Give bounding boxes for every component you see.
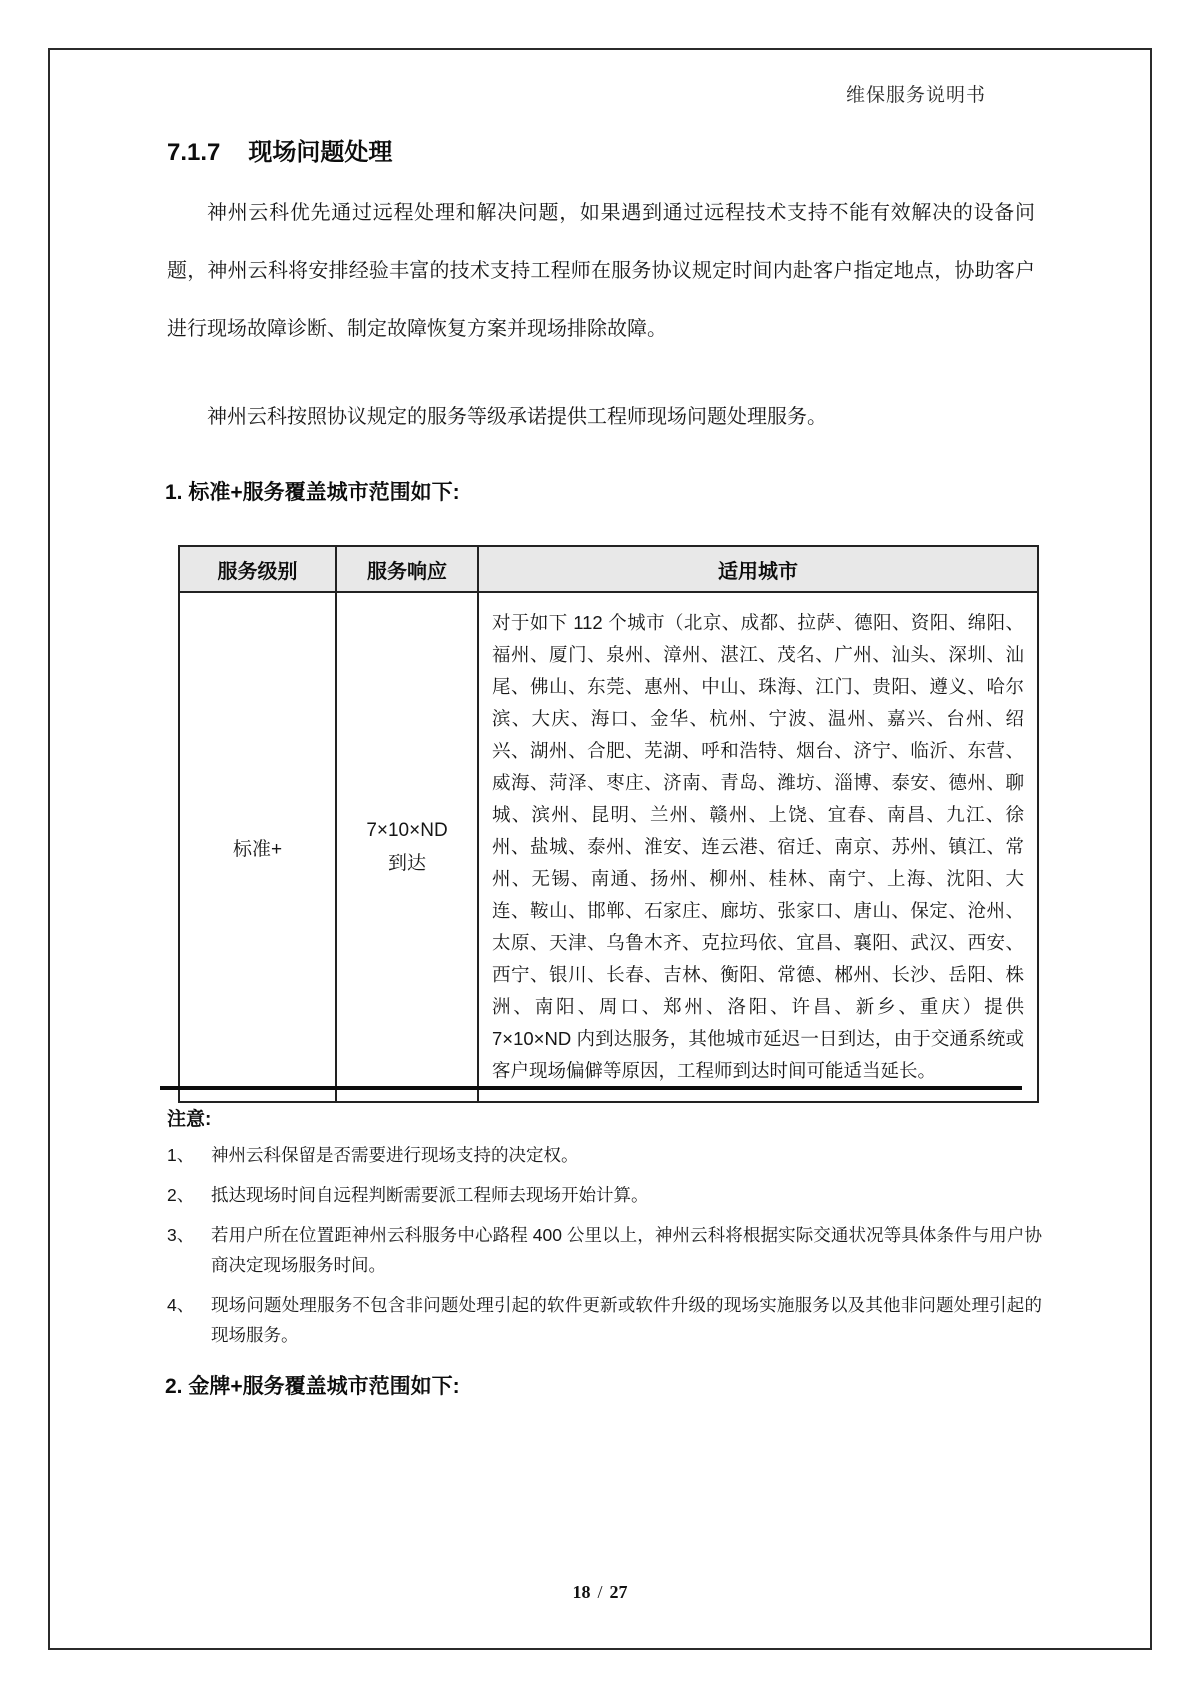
paragraph-service-level-commitment: 神州云科按照协议规定的服务等级承诺提供工程师现场问题处理服务。 (207, 406, 827, 428)
note-number: 3、 (167, 1225, 195, 1245)
response-time-commitment: 7×10×ND (366, 820, 448, 841)
note-text: 现场问题处理服务不包含非问题处理引起的软件更新或软件升级的现场实施服务以及其他非问题处理引起的现场服务。 (211, 1295, 1042, 1345)
table-header-row (179, 546, 1038, 592)
note-text: 抵达现场时间自远程判断需要派工程师去现场开始计算。 (211, 1185, 649, 1205)
list-item (167, 1180, 1042, 1210)
page-number (0, 1582, 1200, 1603)
heading-standard-plus-coverage: 1. 标准+服务覆盖城市范围如下: (165, 481, 460, 504)
response-arrival-label: 到达 (387, 853, 426, 874)
service-coverage-table (178, 545, 1039, 1103)
cell-service-level: 标准+ (179, 592, 336, 1102)
section-heading (167, 132, 392, 167)
notes-list (167, 1140, 1042, 1360)
horizontal-rule (160, 1086, 1022, 1090)
document-header-title: 维保服务说明书 (845, 85, 986, 106)
total-page-count: 27 (609, 1582, 628, 1602)
note-number: 4、 (167, 1295, 195, 1315)
column-header-service-response: 服务响应 (336, 546, 478, 592)
note-number: 2、 (167, 1185, 195, 1205)
note-text: 若用户所在位置距神州云科服务中心路程 400 公里以上，神州云科将根据实际交通状况等具体条件与用户协商决定现场服务时间。 (211, 1225, 1042, 1275)
column-header-service-level: 服务级别 (179, 546, 336, 592)
page-number-separator: / (597, 1582, 603, 1602)
note-text: 神州云科保留是否需要进行现场支持的决定权。 (211, 1145, 579, 1165)
note-number: 1、 (167, 1145, 195, 1165)
list-item (167, 1140, 1042, 1170)
current-page-number: 18 (572, 1582, 591, 1602)
cell-service-response (336, 592, 478, 1102)
section-number: 7.1.7 (167, 139, 221, 166)
notes-title: 注意: (167, 1109, 212, 1130)
list-item (167, 1220, 1042, 1280)
list-item (167, 1290, 1042, 1350)
cell-applicable-cities: 对于如下 112 个城市（北京、成都、拉萨、德阳、资阳、绵阳、福州、厦门、泉州、漳州、湛江、茂名、广州、汕头、深圳、汕尾、佛山、东莞、惠州、中山、珠海、江门、贵阳、遵义、哈尔滨、大庆、海口、金华、杭州、宁波、温州、嘉兴、台州、绍兴、湖州、合肥、芜湖、呼和浩特、烟台、济宁、临沂、东营、威海、菏泽、枣庄、济南、青岛、潍坊、淄博、泰安、德州、聊城、滨州、昆明、兰州、赣州、上饶、宜春、南昌、九江、徐州、盐城、泰州、淮安、连云港、宿迁、南京、苏州、镇江、常州、无锡、南通、扬州、柳州、桂林、南宁、上海、沈阳、大连、鞍山、邯郸、石家庄、廊坊、张家口、唐山、保定、沧州、太原、天津、乌鲁木齐、克拉玛依、宜昌、襄阳、武汉、西安、西宁、银川、长春、吉林、衡阳、常德、郴州、长沙、岳阳、株洲、南阳、周口、郑州、洛阳、许昌、新乡、重庆）提供 7×10×ND 内到达服务，其他城市延迟一日到达，由于交通系统或客户现场偏僻等原因，工程师到达时间可能适当延长。 (478, 592, 1038, 1102)
section-title: 现场问题处理 (248, 139, 393, 166)
heading-gold-plus-coverage: 2. 金牌+服务覆盖城市范围如下: (165, 1375, 460, 1398)
paragraph-remote-support: 神州云科优先通过远程处理和解决问题，如果遇到通过远程技术支持不能有效解决的设备问题，神州云科将安排经验丰富的技术支持工程师在服务协议规定时间内赴客户指定地点，协助客户进行现场故障诊断、制定故障恢复方案并现场排除故障。 (167, 202, 1035, 340)
column-header-applicable-cities: 适用城市 (478, 546, 1038, 592)
table-row (179, 592, 1038, 1102)
